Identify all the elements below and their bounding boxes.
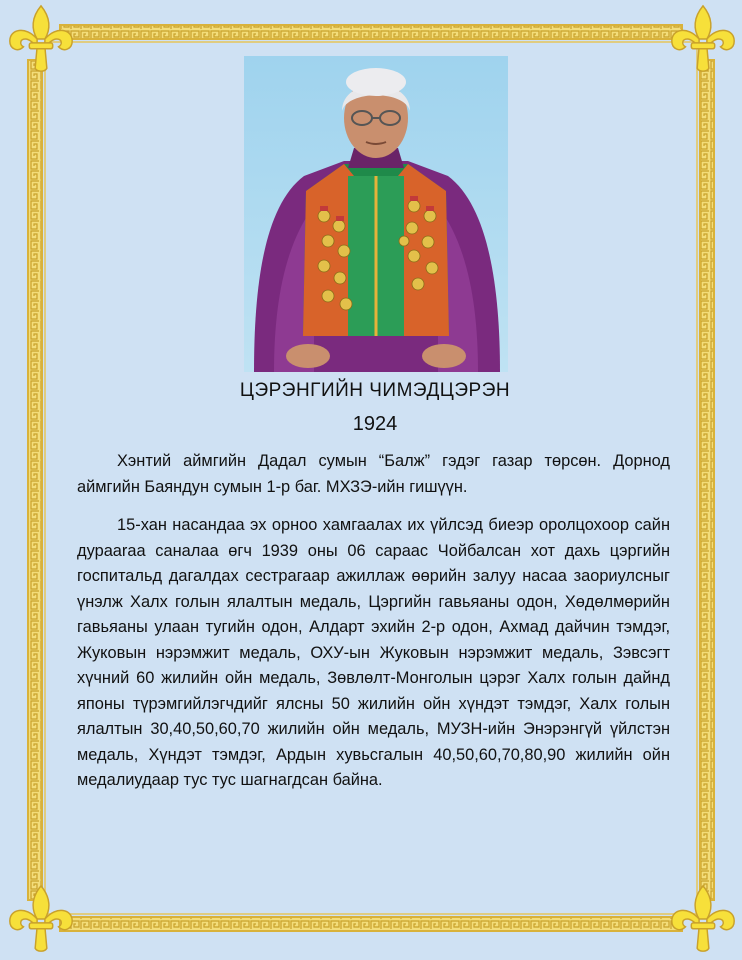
fleur-de-lis-icon [664, 0, 742, 78]
fleur-de-lis-icon [2, 0, 80, 78]
paragraph-text: Хэнтий аймгийн Дадал сумын “Балж” гэдэг газар төрсөн. Дорнод аймгийн Баяндун сумын 1-р баг. МХЗЭ-ийн гишүүн. [77, 452, 670, 496]
fleur-de-lis-icon [664, 880, 742, 958]
birth-year: 1924 [352, 413, 398, 435]
paragraph-text: 15-хан насандаа эх орноо хамгаалах их үйлсэд биеэр оролцохоор сайн дурааraa саналаа өгч 1939 оны 06 сараас Чойбалсан хот дахь цэргийн госпитальд дагалдах сестрагаар ажиллаж өөрийн залуу насаа заориулсныг үнэлж Халх голын ялалтын медаль, Цэргийн гавьяаны одон, Хөдөлмөрийн гавьяаны улаан тугийн одон, Алдарт эхийн 2-р одон, Ахмад дайчин тэмдэг, Жуковын нэрэмжит медаль, ОХУ-ын Жуковын нэрэмжит медаль, Зэвсэгт хүчний 60 жилийн ойн медаль, Зөвлөлт-Монголын цэрэг Халх голын дайнд японы түрэмгийлэгчдийг ялсны 50 жилийн ойн хүндэт тэмдэг, Халх голын ялалтын 30,40,50,60,70 жилийн ойн медаль, МУЗН-ийн Энэрэнгүй үйлстэн медаль, Хүндэт тэмдэг, Ардын хувьсгалын 40,50,60,70,80,90 жилийн ойн медалиудаар тус тус шагнагдсан байна. [77, 516, 670, 789]
fleur-de-lis-icon [2, 880, 80, 958]
portrait-illustration [244, 56, 508, 372]
biography-paragraph-2 [77, 513, 670, 794]
biography-paragraph-1 [77, 449, 670, 500]
person-name-title: ЦЭРЭНГИЙН ЧИМЭДЦЭРЭН [239, 380, 511, 401]
portrait-photo [244, 56, 508, 372]
